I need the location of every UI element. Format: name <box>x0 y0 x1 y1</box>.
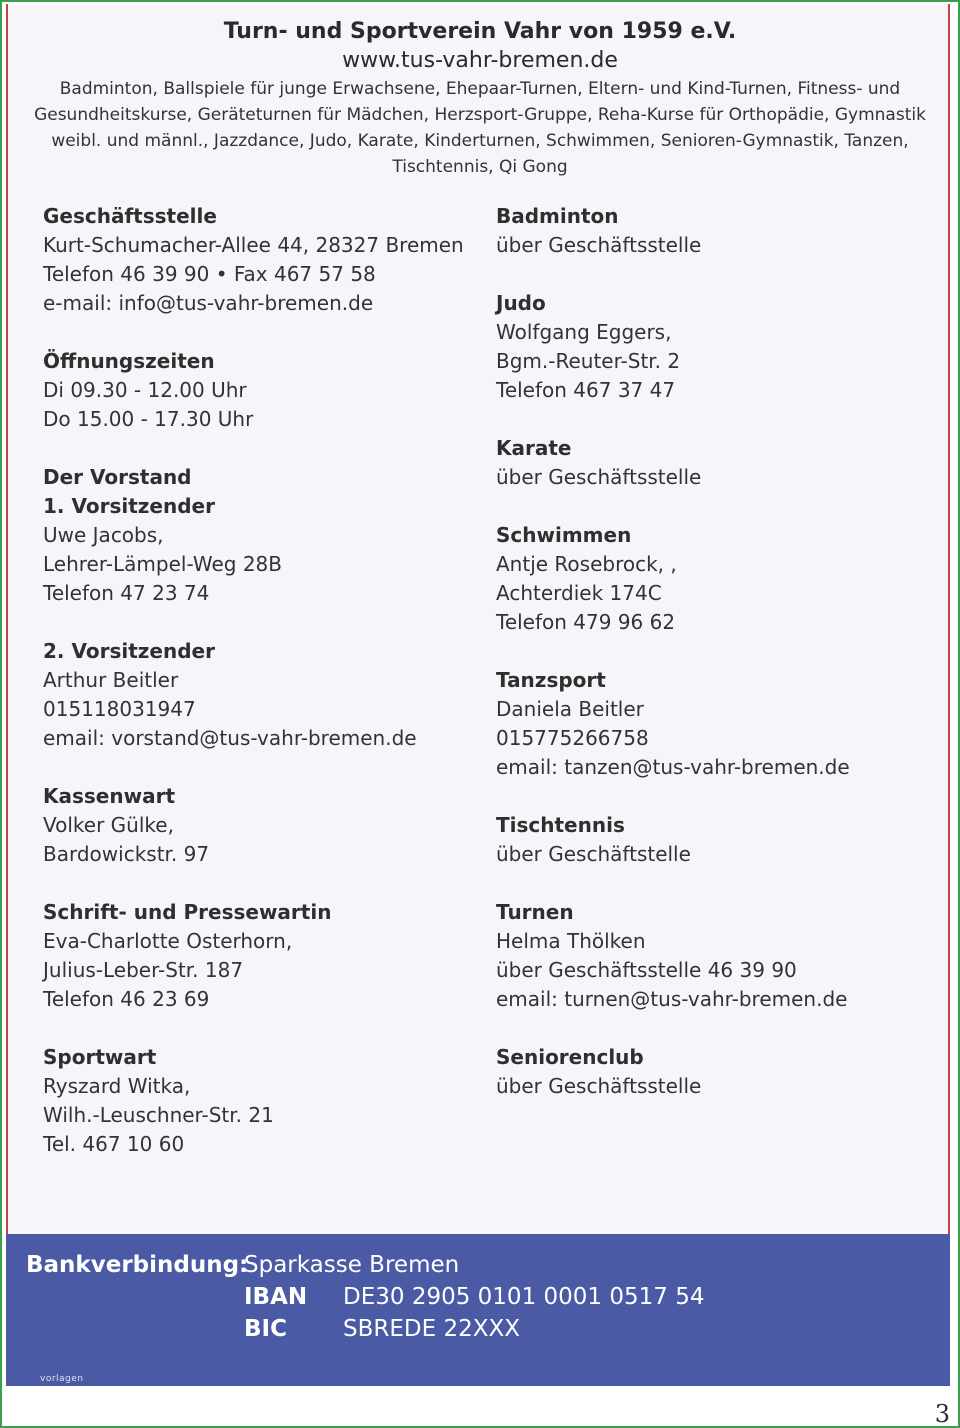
section-line: Telefon 47 23 74 <box>43 581 210 605</box>
section-line: Telefon 467 37 47 <box>496 378 676 402</box>
section-heading: Schrift- und Pressewartin <box>43 900 332 924</box>
contacts-left-column <box>43 202 473 1188</box>
contact-section <box>43 898 473 1014</box>
iban-label: IBAN <box>244 1284 308 1310</box>
section-line: über Geschäftstelle <box>496 842 691 866</box>
bank-details <box>6 1234 950 1386</box>
contact-section <box>496 666 926 782</box>
contacts-right-column <box>496 202 926 1130</box>
contact-section <box>496 898 926 1014</box>
iban-value: DE30 2905 0101 0001 0517 54 <box>343 1284 705 1310</box>
contact-section <box>43 637 473 753</box>
section-heading: Der Vorstand <box>43 465 192 489</box>
section-line: Telefon 46 23 69 <box>43 987 210 1011</box>
club-title: Turn- und Sportverein Vahr von 1959 e.V. <box>223 19 737 44</box>
section-heading: Tanzsport <box>496 668 606 692</box>
contact-section <box>496 289 926 405</box>
section-line: über Geschäftsstelle 46 39 90 <box>496 958 797 982</box>
club-website: www.tus-vahr-bremen.de <box>342 48 618 73</box>
page-number: 3 <box>934 1400 950 1428</box>
sports-offer-list: Badminton, Ballspiele für junge Erwachsene, Ehepaar-Turnen, Eltern- und Kind-Turnen, Fitness- und Gesundheitskurse, Geräteturnen für Mädchen, Herzsport-Gruppe, Reha-Kurse für Orthopädie, Gymnastik weibl. und männl., Jazzdance, Judo, Karate, Kinderturnen, Schwimmen, Senioren-Gymnastik, Tanzen, Tischtennis, Qi Gong <box>34 79 926 177</box>
section-line: Bgm.-Reuter-Str. 2 <box>496 349 681 373</box>
contact-section <box>43 202 473 318</box>
bank-label: Bankverbindung: <box>26 1252 249 1278</box>
section-line: Telefon 46 39 90 • Fax 467 57 58 <box>43 262 376 286</box>
section-heading: 1. Vorsitzender <box>43 494 215 518</box>
section-line: Do 15.00 - 17.30 Uhr <box>43 407 254 431</box>
section-heading: Karate <box>496 436 572 460</box>
bic-value: SBREDE 22XXX <box>343 1316 520 1342</box>
section-line: e-mail: info@tus-vahr-bremen.de <box>43 291 374 315</box>
section-heading: 2. Vorsitzender <box>43 639 215 663</box>
section-line: 015118031947 <box>43 697 196 721</box>
section-line: Volker Gülke, <box>43 813 174 837</box>
section-line: Eva-Charlotte Osterhorn, <box>43 929 293 953</box>
section-line: Antje Rosebrock, , <box>496 552 677 576</box>
section-line: über Geschäftsstelle <box>496 465 702 489</box>
contact-section <box>43 782 473 869</box>
section-line: über Geschäftsstelle <box>496 233 702 257</box>
section-heading: Geschäftsstelle <box>43 204 217 228</box>
section-line: Julius-Leber-Str. 187 <box>43 958 244 982</box>
watermark-text: vorlagen <box>40 1374 84 1384</box>
info-card <box>6 4 950 1234</box>
section-line: Kurt-Schumacher-Allee 44, 28327 Bremen <box>43 233 464 257</box>
section-line: Arthur Beitler <box>43 668 179 692</box>
bank-name: Sparkasse Bremen <box>244 1252 460 1278</box>
section-heading: Schwimmen <box>496 523 632 547</box>
section-line: Wilh.-Leuschner-Str. 21 <box>43 1103 274 1127</box>
section-heading: Turnen <box>496 900 574 924</box>
section-line: email: turnen@tus-vahr-bremen.de <box>496 987 848 1011</box>
contact-section <box>496 434 926 492</box>
contact-section <box>496 521 926 637</box>
section-line: Di 09.30 - 12.00 Uhr <box>43 378 247 402</box>
section-line: 015775266758 <box>496 726 649 750</box>
section-heading: Öffnungszeiten <box>43 349 215 373</box>
section-heading: Judo <box>496 291 546 315</box>
contact-section <box>496 811 926 869</box>
contact-section <box>43 1043 473 1159</box>
contact-section <box>496 202 926 260</box>
contact-section <box>496 1043 926 1101</box>
section-heading: Seniorenclub <box>496 1045 644 1069</box>
section-line: email: tanzen@tus-vahr-bremen.de <box>496 755 850 779</box>
section-line: Helma Thölken <box>496 929 646 953</box>
section-line: Bardowickstr. 97 <box>43 842 210 866</box>
section-heading: Sportwart <box>43 1045 157 1069</box>
section-line: Lehrer-Lämpel-Weg 28B <box>43 552 282 576</box>
club-header <box>8 18 952 180</box>
section-heading: Tischtennis <box>496 813 625 837</box>
section-line: Achterdiek 174C <box>496 581 662 605</box>
section-line: Wolfgang Eggers, <box>496 320 672 344</box>
section-line: Uwe Jacobs, <box>43 523 164 547</box>
section-line: Daniela Beitler <box>496 697 644 721</box>
section-line: Telefon 479 96 62 <box>496 610 676 634</box>
section-heading: Kassenwart <box>43 784 176 808</box>
section-line: Tel. 467 10 60 <box>43 1132 185 1156</box>
section-line: email: vorstand@tus-vahr-bremen.de <box>43 726 417 750</box>
bic-label: BIC <box>244 1316 287 1342</box>
contact-section <box>43 463 473 608</box>
contact-section <box>43 347 473 434</box>
section-line: Ryszard Witka, <box>43 1074 191 1098</box>
section-line: über Geschäftsstelle <box>496 1074 702 1098</box>
section-heading: Badminton <box>496 204 619 228</box>
